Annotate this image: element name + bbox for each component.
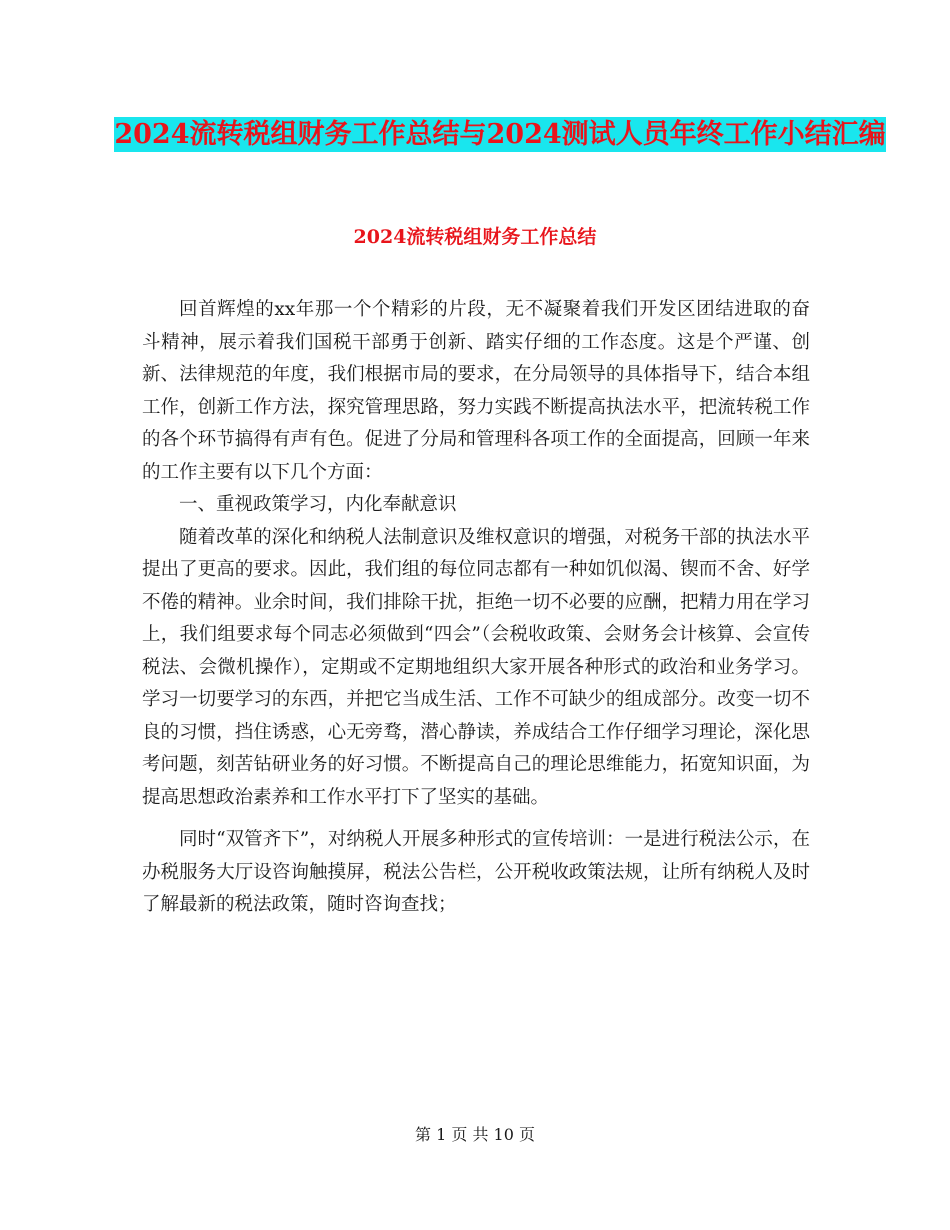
body-paragraph-training: 同时“双管齐下”，对纳税人开展多种形式的宣传培训：一是进行税法公示，在办税服务大厅设咨询触摸屏，税法公告栏，公开税收政策法规，让所有纳税人及时了解最新的税法政策，随时咨询查找； (142, 829, 810, 915)
body-paragraph-intro: 回首辉煌的xx年那一个个精彩的片段，无不凝聚着我们开发区团结进取的奋斗精神，展示着我们国税干部勇于创新、踏实仔细的工作态度。这是个严谨、创新、法律规范的年度，我们根据市局的要求，在分局领导的具体指导下，结合本组工作，创新工作方法，探究管理思路，努力实践不断提高执法水平，把流转税工作的各个环节搞得有声有色。促进了分局和管理科各项工作的全面提高，回顾一年来的工作主要有以下几个方面： (142, 299, 810, 483)
section-heading-1: 一、重视政策学习，内化奉献意识 (179, 494, 457, 515)
document-title (100, 112, 900, 158)
section-title: 2024流转税组财务工作总结 (353, 226, 597, 248)
body-paragraph-study: 随着改革的深化和纳税人法制意识及维权意识的增强，对税务干部的执法水平提出了更高的要求。因此，我们组的每位同志都有一种如饥似渴、锲而不舍、好学不倦的精神。业余时间，我们排除干扰，拒绝一切不必要的应酬，把精力用在学习上，我们组要求每个同志必须做到“四会”（会税收政策、会财务会计核算、会宣传税法、会微机操作），定期或不定期地组织大家开展各种形式的政治和业务学习。学习一切要学习的东西，并把它当成生活、工作不可缺少的组成部分。改变一切不良的习惯，挡住诱惑，心无旁骛，潜心静读，养成结合工作仔细学习理论，深化思考问题，刻苦钻研业务的好习惯。不断提高自己的理论思维能力，拓宽知识面，为提高思想政治素养和工作水平打下了坚实的基础。 (142, 526, 810, 808)
document-body (142, 294, 810, 922)
page-footer: 第 1 页 共 10 页 (415, 1125, 535, 1144)
document-title-text: 2024流转税组财务工作总结与2024测试人员年终工作小结汇编 (114, 119, 886, 150)
